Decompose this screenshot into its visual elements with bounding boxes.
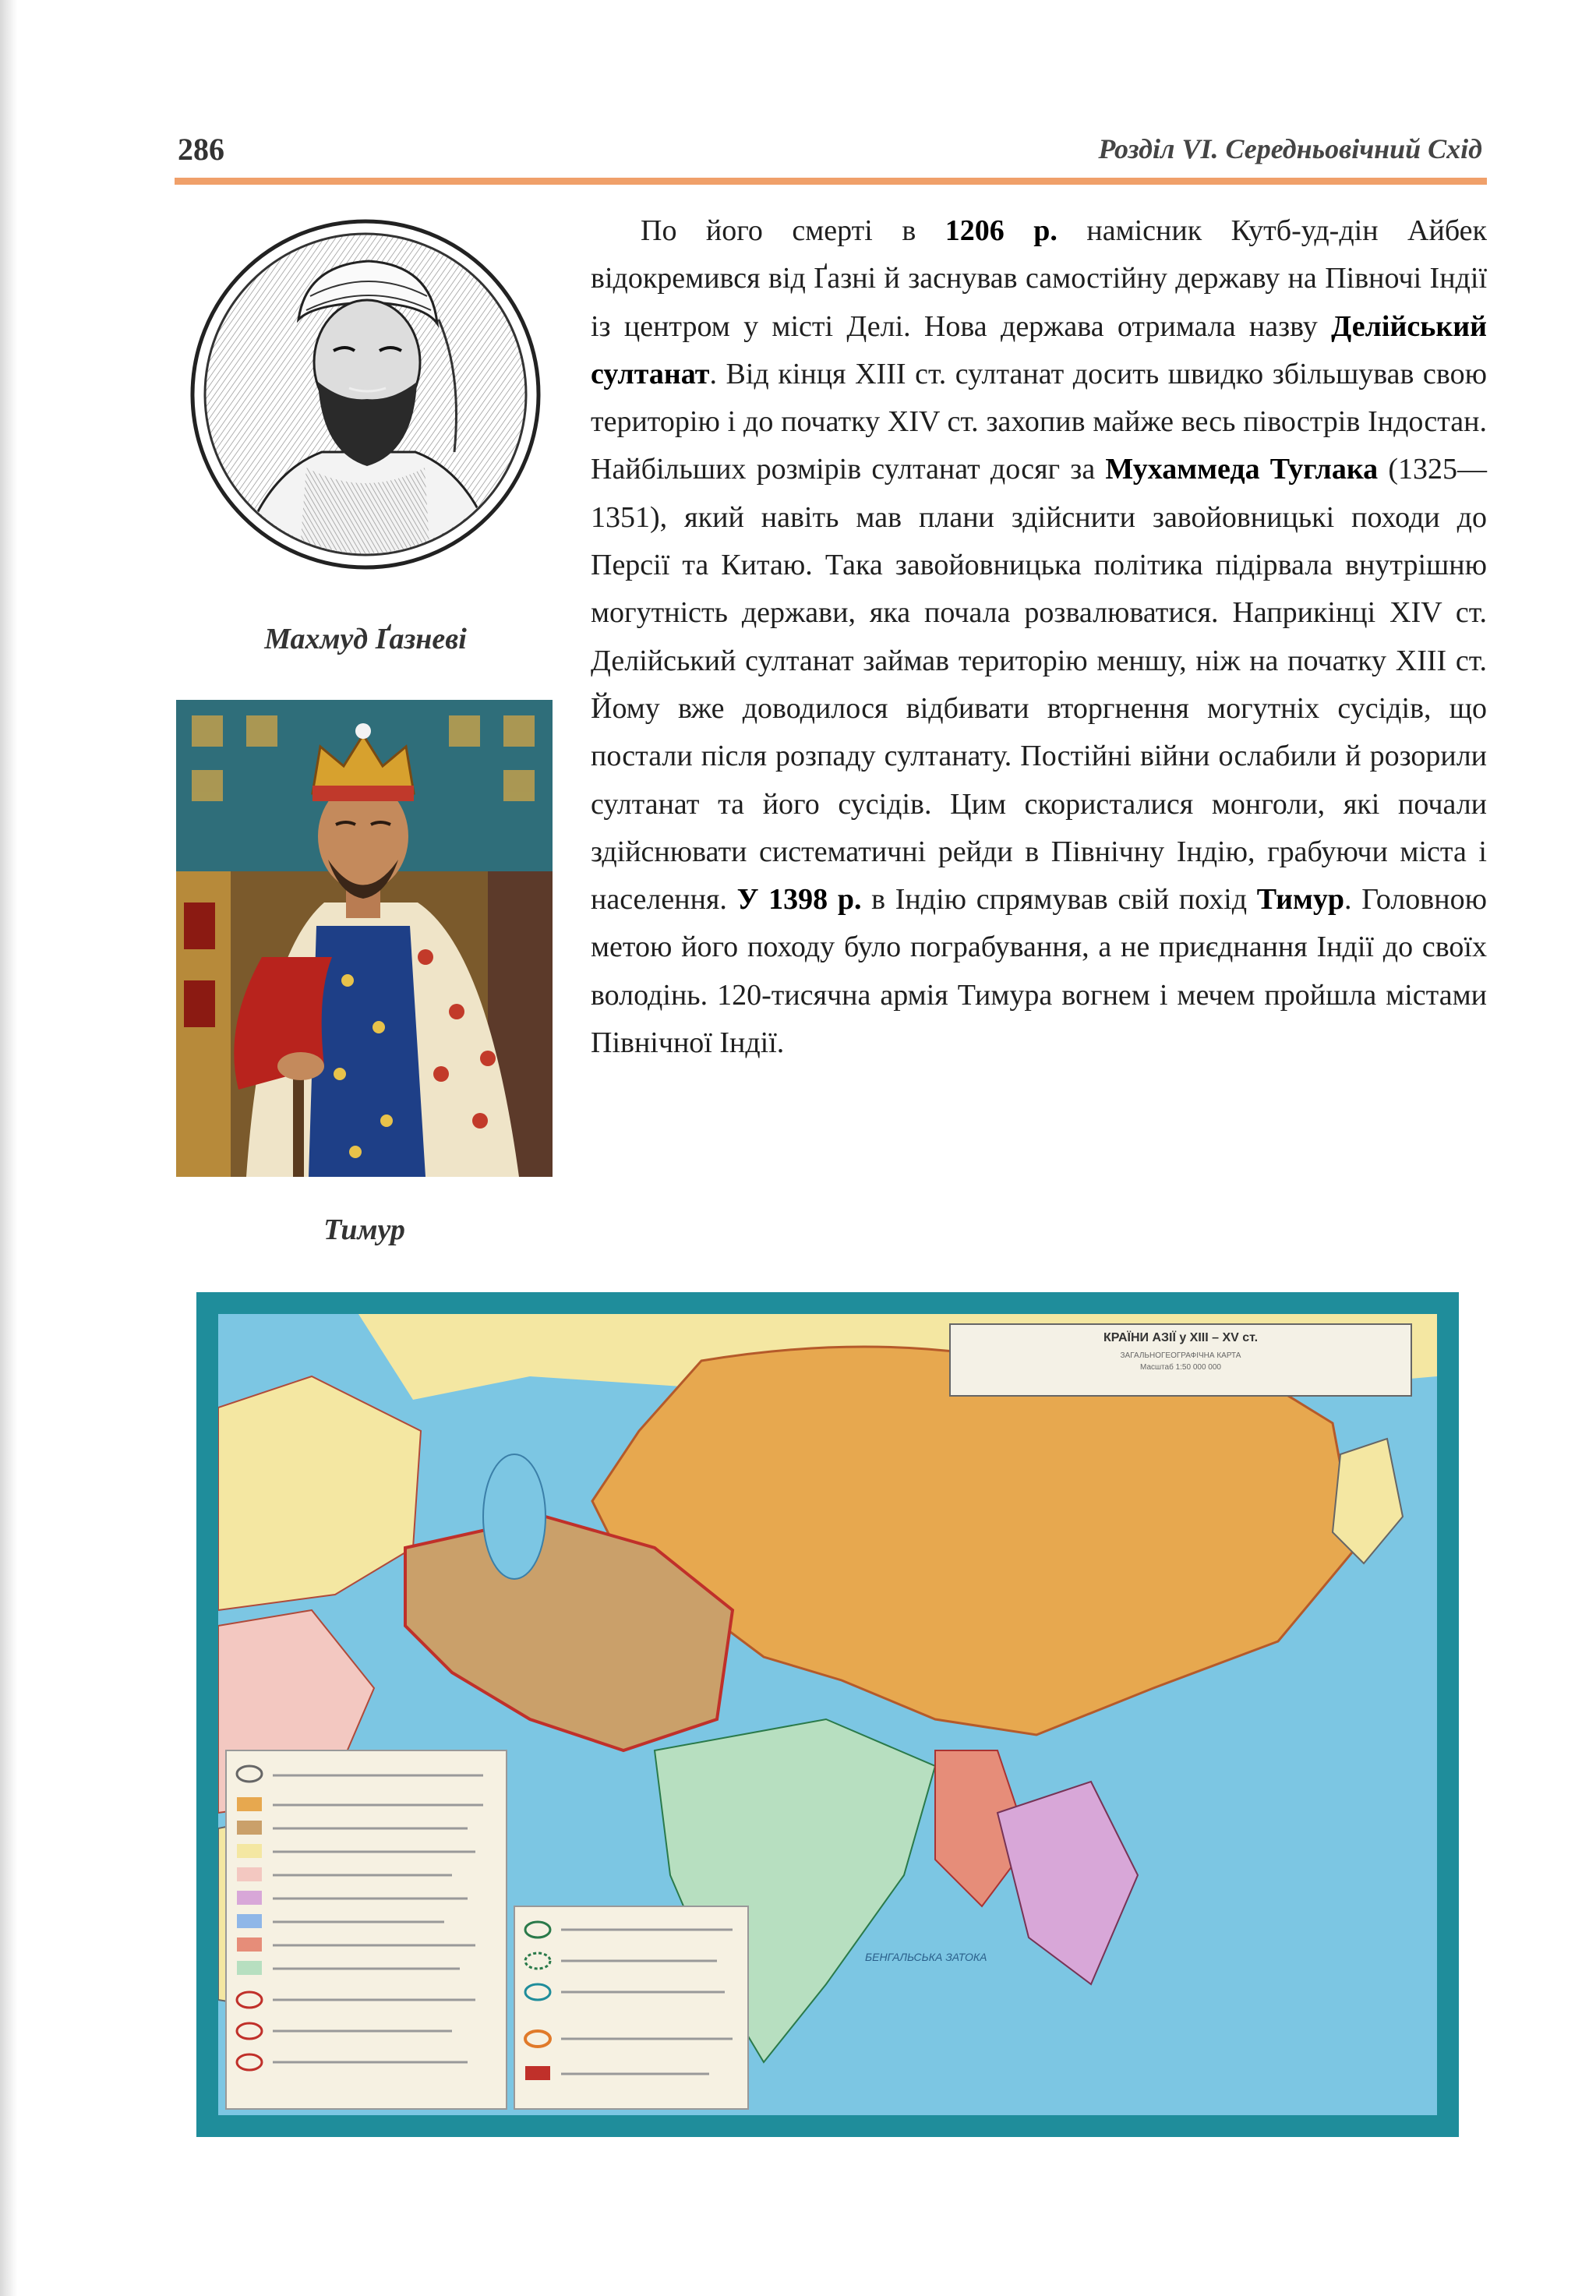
bold-term: 1206 р. xyxy=(945,214,1058,247)
map-scale: Масштаб 1:50 000 000 xyxy=(1140,1363,1221,1372)
header-rule xyxy=(175,178,1487,185)
historical-map xyxy=(196,1292,1459,2137)
page-edge-shadow xyxy=(0,0,17,2296)
bold-term: Делійський султанат xyxy=(591,309,1487,390)
map-title: КРАЇНИ АЗІЇ у XIII – XV ст. xyxy=(1103,1331,1259,1344)
portrait-painting-icon xyxy=(176,700,553,1177)
map-subtitle: ЗАГАЛЬНОГЕОГРАФІЧНА КАРТА xyxy=(1120,1351,1241,1360)
running-head: Розділ VI. Середньовічний Схід xyxy=(1098,133,1482,164)
map-title-box xyxy=(949,1323,1412,1397)
bold-term: Тимур xyxy=(1256,883,1345,917)
main-paragraph xyxy=(591,207,1487,1067)
page-number: 286 xyxy=(178,132,224,167)
bold-term: У 1398 р. xyxy=(736,883,862,917)
historical-map-asia-icon xyxy=(218,1314,1437,2115)
map-canvas xyxy=(218,1314,1437,2115)
portrait-timur xyxy=(176,700,553,1177)
text-run: . Головною метою його походу було пограбування, а не приєднання Індії до своїх володінь. 120-тисячна армія Тимура вогнем і мечем пройшла містами Північної Індії. xyxy=(591,883,1487,1060)
map-sea-label: БЕНГАЛЬСЬКА ЗАТОКА xyxy=(865,1951,987,1963)
text-run: (1325—1351), який навіть мав плани здійснити завойовницькі походи до Персії та Китаю. Така завойовницька політика підірвала внутрішню могутність держави, яка почала розвалюватися. Наприкінці XIV ст. Делійський султанат займав територію меншу, ніж на початку XIII ст. Йому вже доводилося відбивати вторгнення могутніх сусідів, що постали після розпаду султанату. Постійні війни ослабили й розорили султанат та його сусідів. Цим скористалися монголи, які почали здійснювати систематичні рейди в Північну Індію, грабуючи міста і населення. xyxy=(591,453,1487,917)
bold-term: Мухаммеда Туглака xyxy=(1105,453,1379,486)
text-run: . Від кінця XIII ст. султанат досить швидко збільшував свою територію і до початку XIV ст. захопив майже весь півострів Індостан. Найбільших розмірів султанат досяг за xyxy=(591,357,1487,486)
portrait-mahmud-ghaznevi xyxy=(189,218,542,570)
portrait-engraving-icon xyxy=(189,218,542,570)
text-run: намісник Кутб-уд-дін Айбек відокремився від Ґазні й заснував самостійну державу на Півночі Індії із центром у місті Делі. Нова держава отримала назву xyxy=(591,214,1487,343)
caption-timur: Тимур xyxy=(323,1213,405,1246)
text-run: в Індію спрямував свій похід xyxy=(861,883,1257,917)
text-run: По його смерті в xyxy=(641,214,945,247)
caption-mahmud-ghaznevi: Махмуд Ґазневі xyxy=(264,623,467,655)
